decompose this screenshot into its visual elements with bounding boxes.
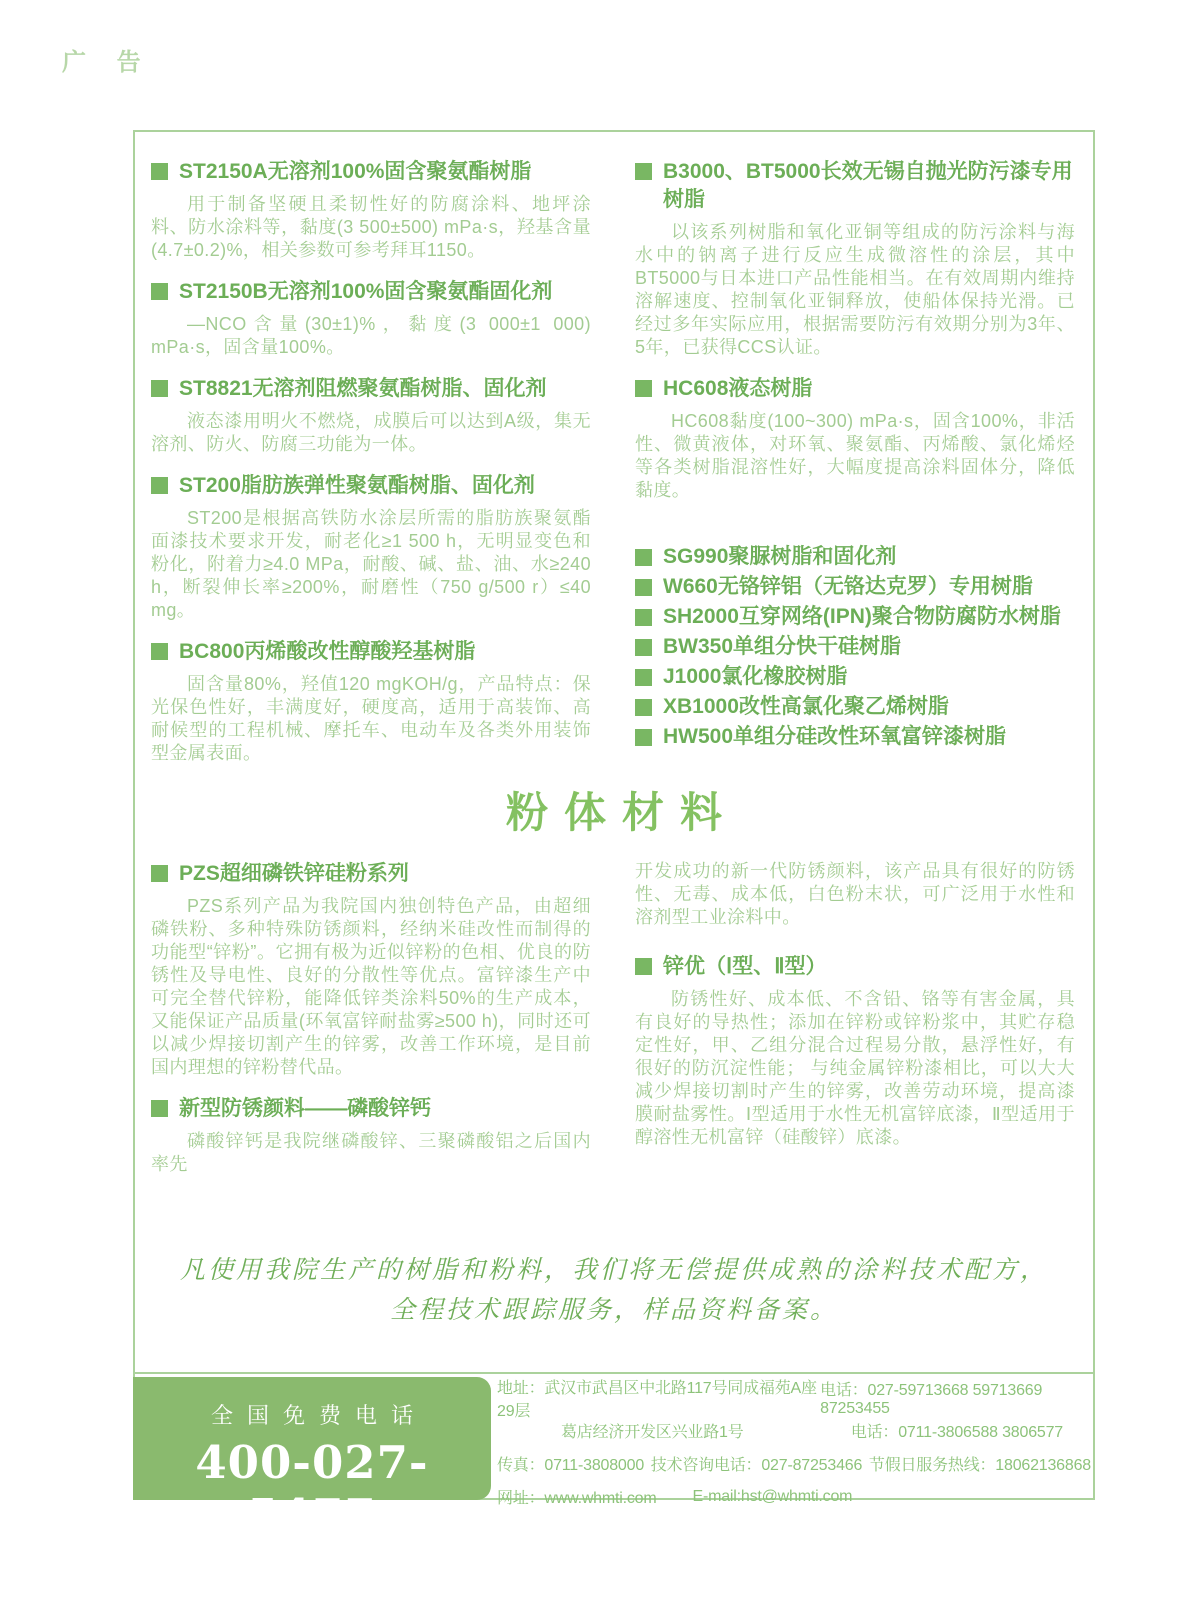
address-line-2: 葛店经济开发区兴业路1号	[561, 1424, 744, 1441]
bullet-square-icon	[151, 865, 168, 882]
section-title: HC608液态树脂	[663, 377, 813, 400]
bullet-square-icon	[151, 283, 168, 300]
phone-1: 电话：027-59713668 59713669 87253455	[820, 1382, 1043, 1417]
powder-column-left	[151, 860, 591, 1188]
contact-row-3	[497, 1447, 1091, 1480]
bullet-square-icon	[151, 477, 168, 494]
promo-line-1: 凡使用我院生产的树脂和粉料，我们将无偿提供成熟的涂料技术配方，	[179, 1255, 1048, 1284]
email: E-mail:hst@whmti.com	[692, 1487, 853, 1505]
product-list-label: HW500单组分硅改性环氧富锌漆树脂	[663, 725, 1007, 748]
product-list-item	[635, 572, 1075, 602]
powder-column-right	[635, 860, 1075, 1161]
resin-product-list	[635, 542, 1075, 752]
product-list-label: W660无铬锌铝（无铬达克罗）专用树脂	[663, 575, 1033, 598]
hotline-number: 400-027-5477	[195, 1436, 429, 1542]
section-heading	[635, 158, 1075, 214]
section-heading	[151, 472, 591, 500]
product-list-item	[635, 722, 1075, 752]
bullet-square-icon	[635, 729, 652, 746]
bullet-square-icon	[635, 609, 652, 626]
section-title: B3000、BT5000长效无锡自抛光防污漆专用树脂	[663, 160, 1073, 211]
product-list-label: XB1000改性高氯化聚乙烯树脂	[663, 695, 949, 718]
hotline-label: 全国免费电话	[210, 1403, 427, 1428]
promo-line-2: 全程技术跟踪服务，样品资料备案。	[389, 1295, 838, 1324]
bullet-square-icon	[635, 579, 652, 596]
product-list-item	[635, 632, 1075, 662]
bullet-square-icon	[635, 549, 652, 566]
ad-content-box	[133, 130, 1095, 1542]
hotline-box	[133, 1377, 491, 1542]
ad-page-label: 广 告	[62, 49, 153, 76]
section-body-continuation: 开发成功的新一代防锈颜料，该产品具有很好的防锈性、无毒、成本低，白色粉末状，可广泛用于水性和溶剂型工业涂料中。	[635, 861, 1075, 927]
bullet-square-icon	[635, 699, 652, 716]
powder-section-title: 粉体材料	[505, 789, 738, 836]
section-title: ST2150B无溶剂100%固含聚氨酯固化剂	[179, 280, 553, 303]
bullet-square-icon	[635, 380, 652, 397]
product-list-label: SH2000互穿网络(IPN)聚合物防腐防水树脂	[663, 605, 1061, 628]
section-body: 磷酸锌钙是我院继磷酸锌、三聚磷酸铝之后国内率先	[151, 1131, 591, 1174]
section-title: 锌优（Ⅰ型、Ⅱ型）	[663, 955, 827, 978]
address-line-1: 地址：武汉市武昌区中北路117号同成福苑A座29层	[497, 1379, 817, 1420]
section-title: ST8821无溶剂阻燃聚氨酯树脂、固化剂	[179, 377, 547, 400]
promo-script-text	[135, 1250, 1093, 1330]
section-body: ST200是根据高铁防水涂层所需的脂肪族聚氨酯面漆技术要求开发，耐老化≥1 500 h，无明显变色和粉化，附着力≥4.0 MPa，耐酸、碱、盐、油、水≥240 h，断裂伸长率≥200%，耐磨性（750 g/500 r）≤40 mg。	[151, 508, 591, 620]
bullet-square-icon	[635, 163, 652, 180]
fax: 传真：0711-3808000	[497, 1457, 645, 1474]
phone-2: 电话：0711-3806588 3806577	[850, 1424, 1063, 1441]
section-title: 新型防锈颜料——磷酸锌钙	[179, 1097, 431, 1120]
section-title: ST2150A无溶剂100%固含聚氨酯树脂	[179, 160, 532, 183]
contact-row-4	[497, 1480, 1091, 1513]
section-heading	[151, 278, 591, 306]
section-heading	[151, 375, 591, 403]
bullet-square-icon	[635, 958, 652, 975]
resin-column-right	[635, 158, 1075, 752]
product-list-item	[635, 692, 1075, 722]
bullet-square-icon	[151, 1100, 168, 1117]
section-heading	[635, 375, 1075, 403]
section-title: PZS超细磷铁锌硅粉系列	[179, 862, 409, 885]
section-body: 防锈性好、成本低、不含铅、铬等有害金属，具有良好的导热性；添加在锌粉或锌粉浆中，其贮存稳定性好，甲、乙组分混合过程易分散，悬浮性好，有很好的防沉淀性能； 与纯金属锌粉漆相比，可以大大减少焊接切割时产生的锌雾，改善劳动环境，提高漆膜耐盐雾性。Ⅰ型适用于水性无机富锌底漆，Ⅱ型适用于醇溶性无机富锌（硅酸锌）底漆。	[635, 989, 1075, 1147]
product-list-item	[635, 542, 1075, 572]
product-list-label: J1000氯化橡胶树脂	[663, 665, 848, 688]
product-list-item	[635, 662, 1075, 692]
bullet-square-icon	[635, 639, 652, 656]
section-heading	[151, 1095, 591, 1123]
bullet-square-icon	[151, 643, 168, 660]
section-heading	[635, 953, 1075, 981]
section-title: BC800丙烯酸改性醇酸羟基树脂	[179, 640, 476, 663]
product-list-label: SG990聚脲树脂和固化剂	[663, 545, 897, 568]
section-body: —NCO含量(30±1)%，黏度(3 000±1 000) mPa·s，固含量100%。	[151, 314, 591, 357]
bullet-square-icon	[635, 669, 652, 686]
section-heading	[151, 158, 591, 186]
bullet-square-icon	[151, 163, 168, 180]
product-list-label: BW350单组分快干硅树脂	[663, 635, 902, 658]
website: 网址：www.whmti.com	[497, 1490, 657, 1507]
section-body: PZS系列产品为我院国内独创特色产品，由超细磷铁粉、多种特殊防锈颜料，经纳米硅改性而制得的功能型“锌粉”。它拥有极为近似锌粉的色相、优良的防锈性及导电性、良好的分散性等优点。富锌漆生产中可完全替代锌粉，能降低锌类涂料50%的生产成本，又能保证产品质量(环氧富锌耐盐雾≥500 h)，同时还可以减少焊接切割产生的锌雾，改善工作环境，是目前国内理想的锌粉替代品。	[151, 896, 591, 1077]
contact-info-block	[497, 1381, 1091, 1513]
contact-row-1	[497, 1379, 1091, 1420]
bullet-square-icon	[151, 380, 168, 397]
section-body: HC608黏度(100~300) mPa·s，固含100%，非活性、微黄液体，对环氧、聚氨酯、丙烯酸、氯化烯烃等各类树脂混溶性好，大幅度提高涂料固体分，降低黏度。	[635, 411, 1075, 500]
holiday-hotline: 节假日服务热线：18062136868	[868, 1457, 1091, 1474]
section-body: 以该系列树脂和氧化亚铜等组成的防污涂料与海水中的钠离子进行反应生成微溶性的涂层，其中BT5000与日本进口产品性能相当。在有效周期内维持溶解速度、控制氧化亚铜释放，使船体保持光滑。已经过多年实际应用，根据需要防污有效期分别为3年、5年，已获得CCS认证。	[635, 222, 1075, 357]
tech-phone: 技术咨询电话：027-87253466	[650, 1457, 863, 1474]
section-heading	[151, 638, 591, 666]
section-body: 液态漆用明火不燃烧，成膜后可以达到A级，集无溶剂、防火、防腐三功能为一体。	[151, 411, 591, 454]
product-list-item	[635, 602, 1075, 632]
section-body: 固含量80%，羟值120 mgKOH/g，产品特点：保光保色性好，丰满度好，硬度高，适用于高装饰、高耐候型的工程机械、摩托车、电动车及各类外用装饰型金属表面。	[151, 674, 591, 763]
section-title: ST200脂肪族弹性聚氨酯树脂、固化剂	[179, 474, 535, 497]
section-body: 用于制备坚硬且柔韧性好的防腐涂料、地坪涂料、防水涂料等，黏度(3 500±500) mPa·s，羟基含量(4.7±0.2)%，相关参数可参考拜耳1150。	[151, 194, 591, 260]
section-heading	[151, 860, 591, 888]
resin-column-left	[151, 158, 591, 777]
